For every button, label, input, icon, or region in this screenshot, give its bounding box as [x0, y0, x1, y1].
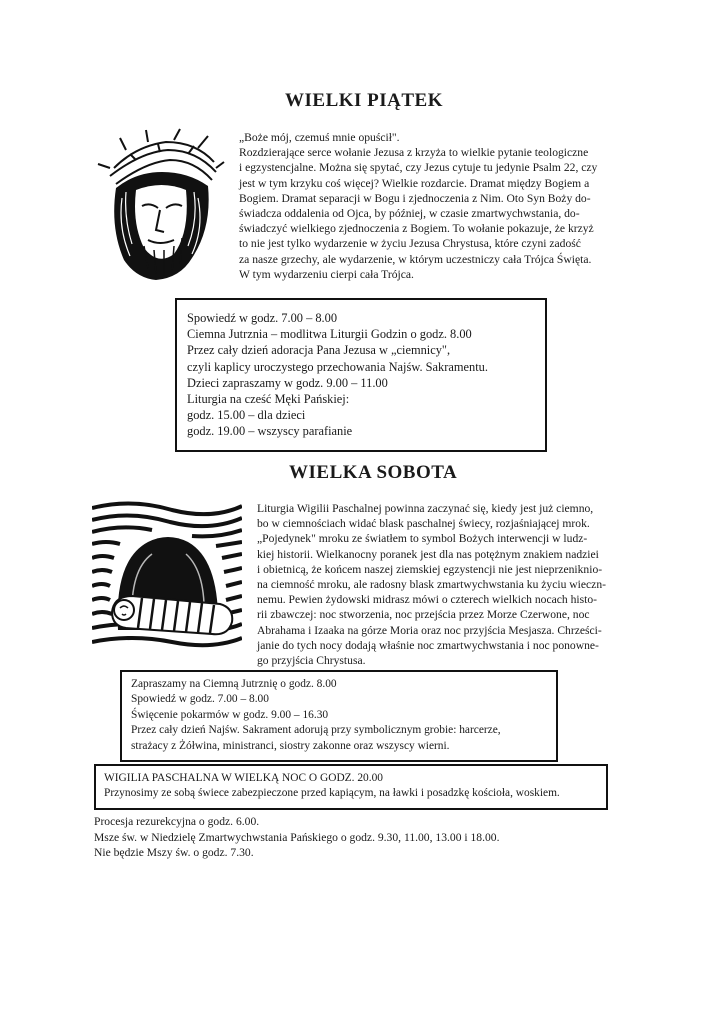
- text-line: Abrahama i Izaaka na górze Moria oraz noc przyjścia Mesjasza. Chrześci-: [257, 623, 602, 637]
- schedule-line: Spowiedź w godz. 7.00 – 8.00: [187, 311, 338, 325]
- text-line: Procesja rezurekcyjna o godz. 6.00.: [94, 815, 260, 828]
- vigil-content: [104, 771, 560, 802]
- text-line: świadczyć wielkiego zjednoczenia z Bogiem. To wołanie pokazuje, że krzyż: [239, 222, 594, 236]
- text-line: janie do tych nocy dodają właśnie noc zmartwychwstania i noc ponowne-: [257, 638, 599, 652]
- text-line: go przyjścia Chrystusa.: [257, 653, 366, 667]
- good-friday-text: [239, 130, 597, 282]
- text-line: Msze św. w Niedzielę Zmartwychwstania Pańskiego o godz. 9.30, 11.00, 13.00 i 18.00.: [94, 830, 500, 844]
- schedule-line: Dzieci zapraszamy w godz. 9.00 – 11.00: [187, 375, 388, 390]
- text-line: to nie jest tylko wydarzenie w życiu Jezusa Chrystusa, które czyni zadość: [239, 237, 581, 251]
- text-line: jest w tym krzyku coś więcej? Wielkie rozdarcie. Dramat między Bogiem a: [239, 176, 590, 190]
- easter-info: [94, 814, 500, 861]
- text-line: i egzystencjalne. Można się spytać, czy Jezus cytuje tu jedynie Psalm 22, czy: [239, 161, 598, 175]
- text-line: na ciemność mroku, ale radosny blask zmartwychwstania ku życiu wieczn-: [257, 577, 606, 591]
- vigil-text: Przynosimy ze sobą świece zabezpieczone przed kapiącym, na ławki i posadzkę kościoła, woskiem.: [104, 787, 560, 800]
- text-line: Nie będzie Mszy św. o godz. 7.30.: [94, 846, 254, 860]
- schedule-line: godz. 15.00 – dla dzieci: [187, 408, 306, 423]
- text-line: „Pojedynek" mroku ze światłem to symbol Bożych interwencji w ludz-: [257, 532, 588, 546]
- text-line: nemu. Pewien żydowski midrasz mówi o czterech wielkich nocach histo-: [257, 593, 597, 607]
- christ-crown-of-thorns-icon: [96, 128, 226, 283]
- holy-saturday-text: [257, 501, 606, 668]
- text-line: świadcza oddalenia od Ojca, by później, w czasie zmartwychwstania, do-: [239, 206, 580, 220]
- good-friday-schedule: [187, 310, 488, 440]
- vigil-title: WIGILIA PASCHALNA W WIELKĄ NOC O GODZ. 20.00: [104, 772, 383, 784]
- schedule-line: Przez cały dzień Najśw. Sakrament adorują przy symbolicznym grobie: harcerze,: [131, 724, 501, 737]
- schedule-line: czyli kaplicy uroczystego przechowania Najśw. Sakramentu.: [187, 359, 488, 374]
- text-line: W tym wydarzeniu cierpi cała Trójca.: [239, 267, 414, 281]
- text-line: kiej historii. Wielkanocny poranek jest dla nas potężnym znakiem nadziei: [257, 547, 599, 561]
- tomb-with-wrapped-body-icon: [92, 500, 242, 650]
- schedule-line: Święcenie pokarmów w godz. 9.00 – 16.30: [131, 708, 329, 721]
- text-line: Rozdzierające serce wołanie Jezusa z krzyża to wielkie pytanie teologiczne: [239, 146, 589, 160]
- text-line: za nasze grzechy, ale wydarzenie, w którym uczestniczy cała Trójca Święta.: [239, 252, 592, 266]
- schedule-line: Liturgia na cześć Męki Pańskiej:: [187, 391, 350, 406]
- schedule-line: godz. 19.00 – wszyscy parafianie: [187, 424, 353, 439]
- schedule-line: Zapraszamy na Ciemną Jutrznię o godz. 8.00: [131, 678, 337, 690]
- text-line: „Boże mój, czemuś mnie opuścił".: [239, 131, 400, 144]
- holy-saturday-title: WIELKA SOBOTA: [289, 462, 458, 483]
- text-line: bo w ciemnościach widać blask paschalnej świecy, rozjaśniającej mrok.: [257, 517, 590, 531]
- text-line: i obietnicą, że końcem naszej ziemskiej egzystencji nie jest nieprzeniknio-: [257, 562, 603, 576]
- text-line: Liturgia Wigilii Paschalnej powinna zaczynać się, kiedy jest już ciemno,: [257, 502, 594, 515]
- schedule-line: Ciemna Jutrznia – modlitwa Liturgii Godzin o godz. 8.00: [187, 327, 472, 342]
- schedule-line: strażacy z Żółwina, ministranci, siostry zakonne oraz wszyscy wierni.: [131, 739, 450, 752]
- text-line: rii zbawczej: noc stworzenia, noc przejścia przez Morze Czerwone, noc: [257, 608, 590, 622]
- text-line: Bogiem. Dramat separacji w Bogu i zjednoczenia z Nim. Oto Syn Boży do-: [239, 191, 591, 205]
- schedule-line: Przez cały dzień adoracja Pana Jezusa w „ciemnicy",: [187, 343, 451, 358]
- holy-saturday-schedule: [131, 677, 501, 754]
- schedule-line: Spowiedź w godz. 7.00 – 8.00: [131, 693, 269, 706]
- good-friday-title: WIELKI PIĄTEK: [285, 90, 444, 111]
